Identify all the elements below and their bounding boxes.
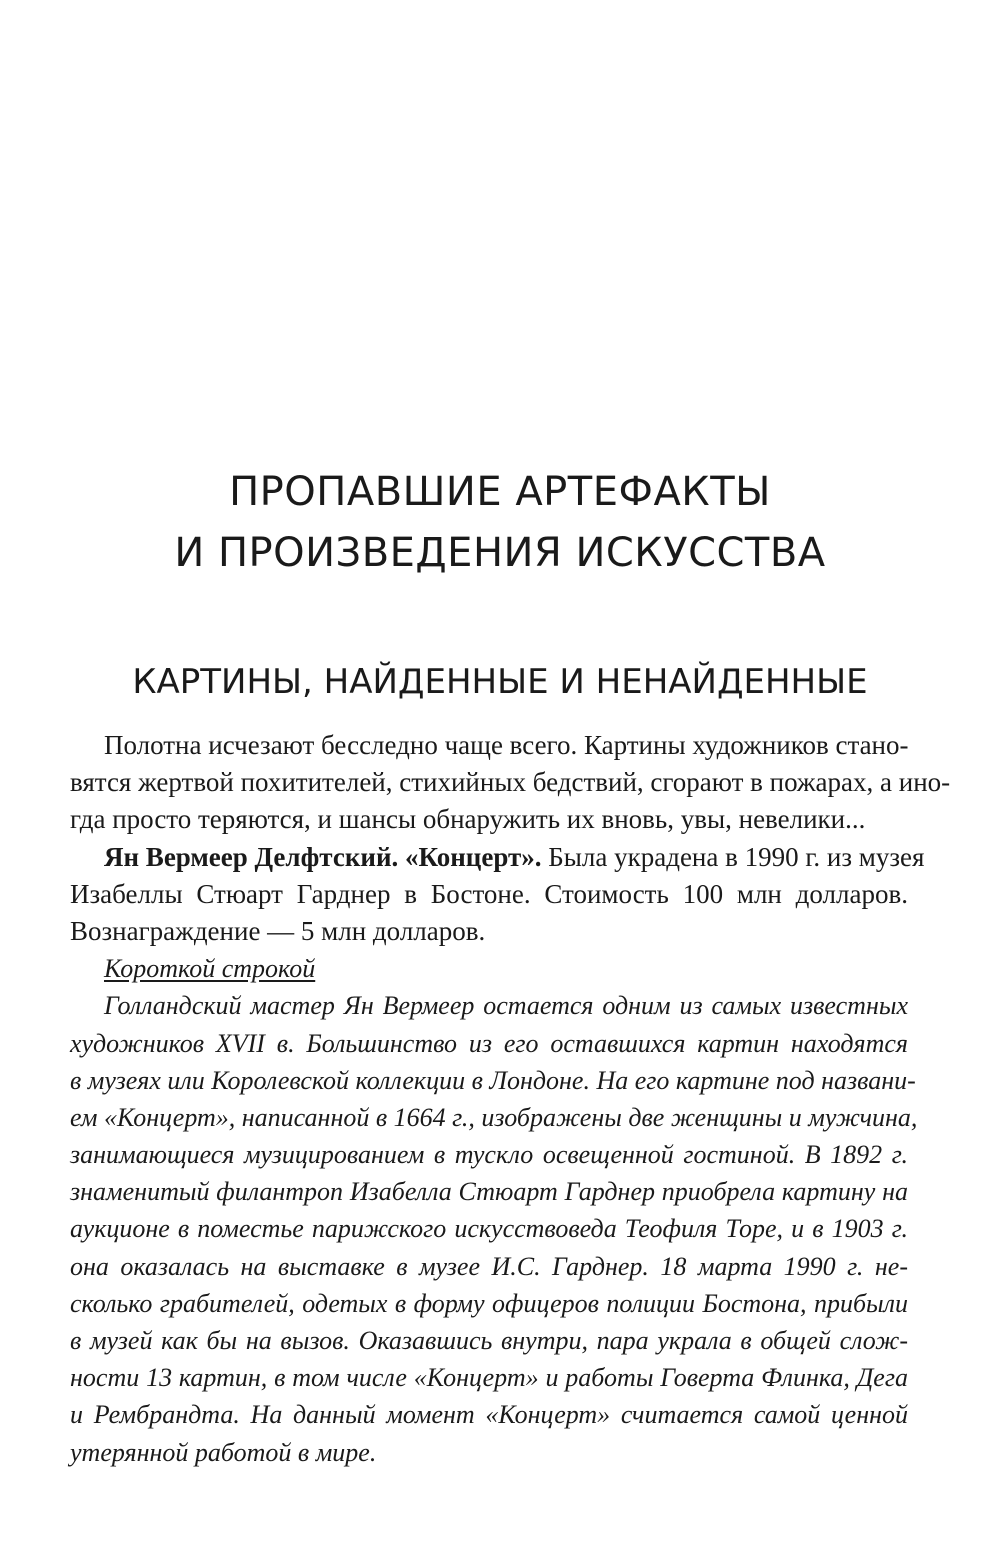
italic-line: в музей как бы на вызов. Оказавшись внутри, пара украла в общей слож- xyxy=(70,1326,908,1355)
sidebar-label-line xyxy=(70,950,908,987)
italic-line: знаменитый филантроп Изабелла Стюарт Гарднер приобрела картину на xyxy=(70,1177,908,1207)
chapter-title-line-2: И ПРОИЗВЕДЕНИЯ ИСКУССТВА xyxy=(174,530,826,576)
sidebar-label: Короткой строкой xyxy=(104,954,316,984)
italic-line: Голландский мастер Ян Вермеер остается одним из самых известных xyxy=(104,991,908,1021)
entry-line-1-text: Была украдена в 1990 г. из музея xyxy=(541,841,925,872)
italic-line: и Рембрандта. На данный момент «Концерт» считается самой ценной xyxy=(70,1400,908,1430)
italic-paragraph xyxy=(70,987,918,1470)
italic-line: утерянной работой в мире. xyxy=(70,1437,377,1467)
chapter-title xyxy=(0,462,1000,584)
entry-line: Изабеллы Стюарт Гарднер в Бостоне. Стоимость 100 млн долларов. xyxy=(70,878,908,909)
intro-line: вятся жертвой похитителей, стихийных бедствий, сгорают в пожарах, а ино- xyxy=(70,767,951,798)
italic-line: аукционе в поместье парижского искусствоведа Теофиля Торе, и в 1903 г. xyxy=(70,1214,908,1244)
italic-line: художников XVII в. Большинство из его оставшихся картин находятся xyxy=(70,1028,908,1058)
italic-line: ности 13 картин, в том числе «Концерт» и работы Говерта Флинка, Дега xyxy=(70,1363,908,1393)
section-title: КАРТИНЫ, НАЙДЕННЫЕ И НЕНАЙДЕННЫЕ xyxy=(132,662,868,702)
italic-line: в музеях или Королевской коллекции в Лондоне. На его картине под названи- xyxy=(70,1065,916,1095)
entry-heading: Ян Вермеер Делфтский. «Концерт». xyxy=(104,841,542,872)
intro-line: Полотна исчезают бесследно чаще всего. Картины художников стано- xyxy=(104,730,909,760)
italic-line: занимающиеся музицированием в тускло освещенной гостиной. В 1892 г. xyxy=(70,1140,908,1170)
entry-line xyxy=(70,839,925,876)
entry-line: Вознаграждение — 5 млн долларов. xyxy=(70,915,486,946)
intro-paragraph xyxy=(70,727,951,839)
intro-line: гда просто теряются, и шансы обнаружить их вновь, увы, невелики... xyxy=(70,804,866,835)
body-text xyxy=(70,727,951,1471)
italic-line: сколько грабителей, одетых в форму офицеров полиции Бостона, прибыли xyxy=(70,1288,908,1318)
italic-line: ем «Концерт», написанной в 1664 г., изображены две женщины и мужчина, xyxy=(70,1102,918,1132)
entry-paragraph xyxy=(70,839,925,951)
italic-line: она оказалась на выставке в музее И.С. Гарднер. 18 марта 1990 г. не- xyxy=(70,1251,908,1281)
chapter-title-line-1: ПРОПАВШИЕ АРТЕФАКТЫ xyxy=(229,469,771,515)
